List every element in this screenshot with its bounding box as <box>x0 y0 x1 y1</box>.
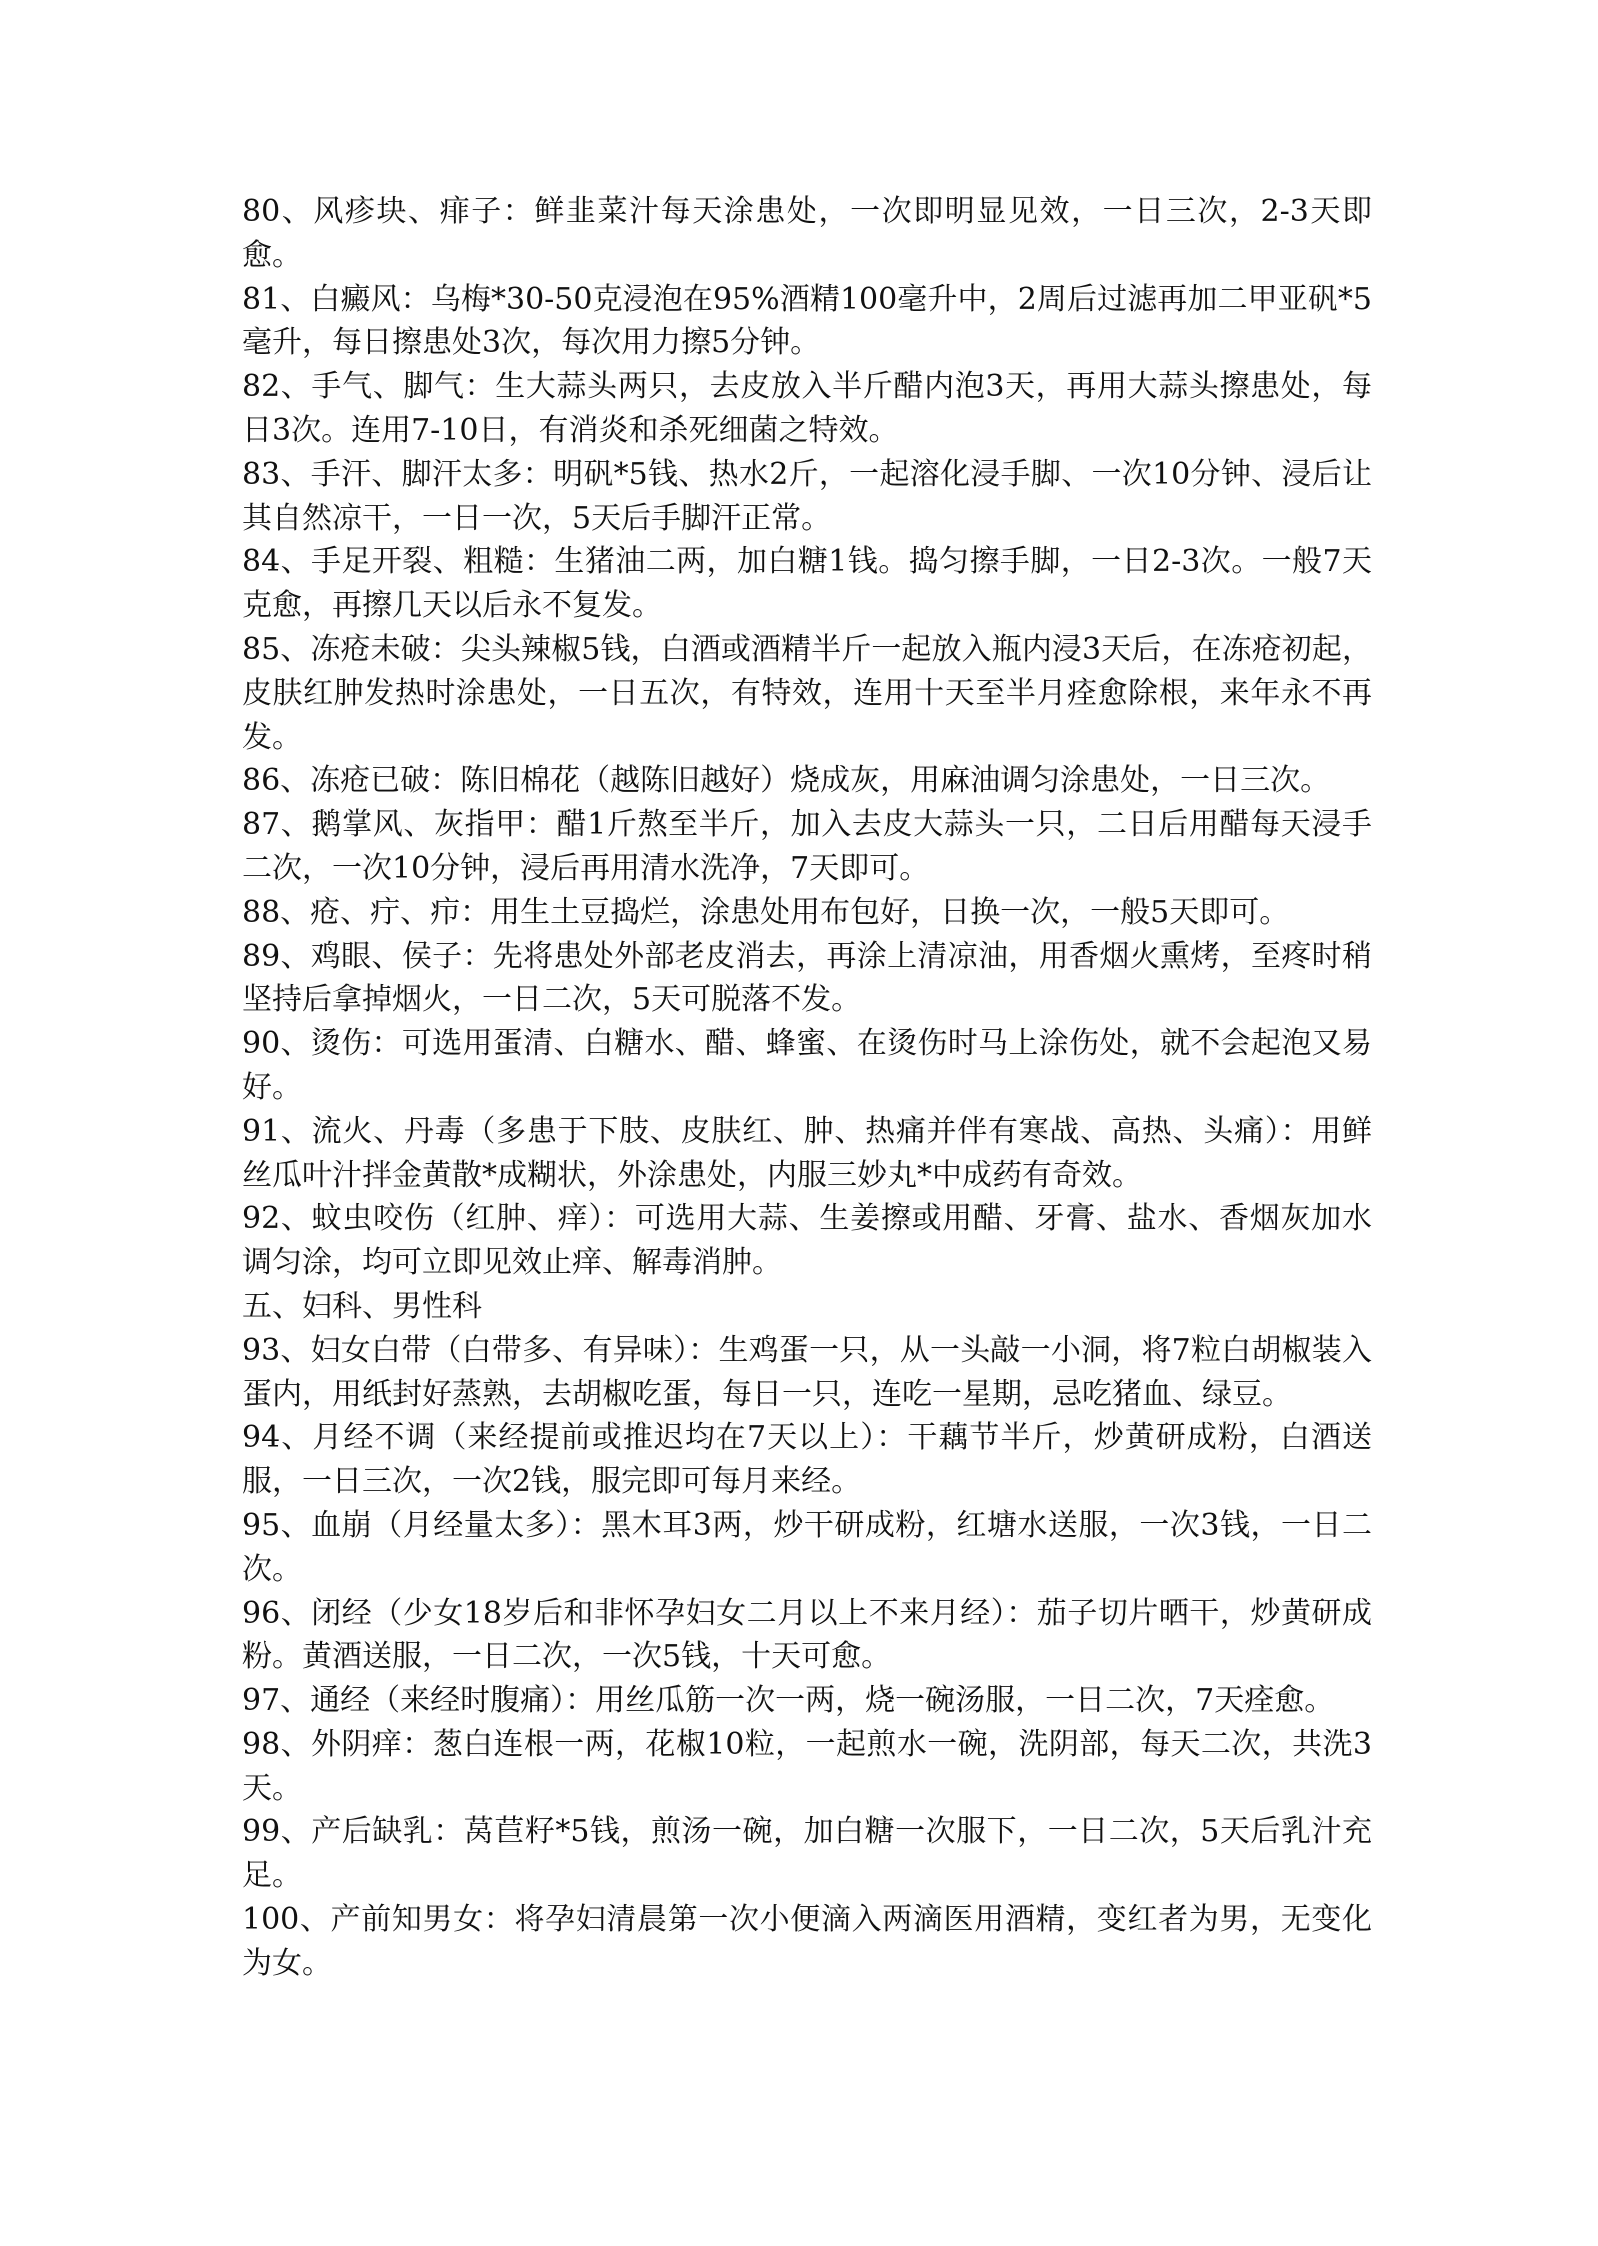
remedy-95: 95、血崩（月经量太多）：黑木耳3两，炒干研成粉，红塘水送服，一次3钱，一日二次。 <box>242 1507 1372 1587</box>
remedy-99: 99、产后缺乳：莴苣籽*5钱，煎汤一碗，加白糖一次服下，一日二次，5天后乳汁充足。 <box>242 1814 1372 1894</box>
remedy-97: 97、通经（来经时腹痛）：用丝瓜筋一次一两，烧一碗汤服，一日二次，7天痊愈。 <box>242 1683 1335 1719</box>
remedy-91: 91、流火、丹毒（多患于下肢、皮肤红、肿、热痛并伴有寒战、高热、头痛）：用鲜丝瓜叶汁拌金黄散*成糊状，外涂患处，内服三妙丸*中成药有奇效。 <box>242 1113 1372 1193</box>
remedy-88: 88、疮、疔、疖：用生土豆捣烂，涂患处用布包好，日换一次，一般5天即可。 <box>242 894 1290 930</box>
remedy-83: 83、手汗、脚汗太多：明矾*5钱、热水2斤，一起溶化浸手脚、一次10分钟、浸后让其自然凉干，一日一次，5天后手脚汗正常。 <box>242 456 1372 536</box>
remedy-84: 84、手足开裂、粗糙：生猪油二两，加白糖1钱。捣匀擦手脚，一日2-3次。一般7天克愈，再擦几天以后永不复发。 <box>242 544 1372 624</box>
remedy-90: 90、烫伤：可选用蛋清、白糖水、醋、蜂蜜、在烫伤时马上涂伤处，就不会起泡又易好。 <box>242 1026 1372 1105</box>
remedy-81: 81、白癜风：乌梅*30-50克浸泡在95%酒精100毫升中，2周后过滤再加二甲亚矾*5毫升，每日擦患处3次，每次用力擦5分钟。 <box>242 281 1372 361</box>
remedy-98: 98、外阴痒：葱白连根一两，花椒10粒，一起煎水一碗，洗阴部，每天二次，共洗3天。 <box>242 1726 1372 1806</box>
remedy-100: 100、产前知男女：将孕妇清晨第一次小便滴入两滴医用酒精，变红者为男，无变化为女。 <box>242 1902 1372 1981</box>
remedy-82: 82、手气、脚气：生大蒜头两只，去皮放入半斤醋内泡3天，再用大蒜头擦患处，每日3次。连用7-10日，有消炎和杀死细菌之特效。 <box>242 369 1372 448</box>
remedy-89: 89、鸡眼、侯子：先将患处外部老皮消去，再涂上清凉油，用香烟火熏烤，至疼时稍坚持后拿掉烟火，一日二次，5天可脱落不发。 <box>242 938 1372 1018</box>
remedy-87: 87、鹅掌风、灰指甲：醋1斤熬至半斤，加入去皮大蒜头一只，二日后用醋每天浸手二次，一次10分钟，浸后再用清水洗净，7天即可。 <box>242 807 1372 886</box>
remedy-92: 92、蚊虫咬伤（红肿、痒）：可选用大蒜、生姜擦或用醋、牙膏、盐水、香烟灰加水调匀涂，均可立即见效止痒、解毒消肿。 <box>242 1201 1372 1281</box>
remedy-93: 93、妇女白带（白带多、有异味）：生鸡蛋一只，从一头敲一小洞，将7粒白胡椒装入蛋内，用纸封好蒸熟，去胡椒吃蛋，每日一只，连吃一星期，忌吃猪血、绿豆。 <box>242 1332 1372 1412</box>
remedy-96: 96、闭经（少女18岁后和非怀孕妇女二月以上不来月经）：茄子切片晒干，炒黄研成粉。黄酒送服，一日二次，一次5钱，十天可愈。 <box>242 1595 1372 1675</box>
remedy-85: 85、冻疮未破：尖头辣椒5钱，白酒或酒精半斤一起放入瓶内浸3天后，在冻疮初起，皮肤红肿发热时涂患处，一日五次，有特效，连用十天至半月痊愈除根，来年永不再发。 <box>242 631 1372 755</box>
remedy-94: 94、月经不调（来经提前或推迟均在7天以上）：干藕节半斤，炒黄研成粉，白酒送服，一日三次，一次2钱，服完即可每月来经。 <box>242 1420 1372 1500</box>
section-heading: 五、妇科、男性科 <box>242 1288 482 1324</box>
remedy-86: 86、冻疮已破：陈旧棉花（越陈旧越好）烧成灰，用麻油调匀涂患处，一日三次。 <box>242 763 1331 799</box>
document-page <box>242 190 1372 1986</box>
remedy-80: 80、风疹块、痱子：鲜韭菜汁每天涂患处，一次即明显见效，一日三次，2-3天即愈。 <box>242 194 1372 273</box>
